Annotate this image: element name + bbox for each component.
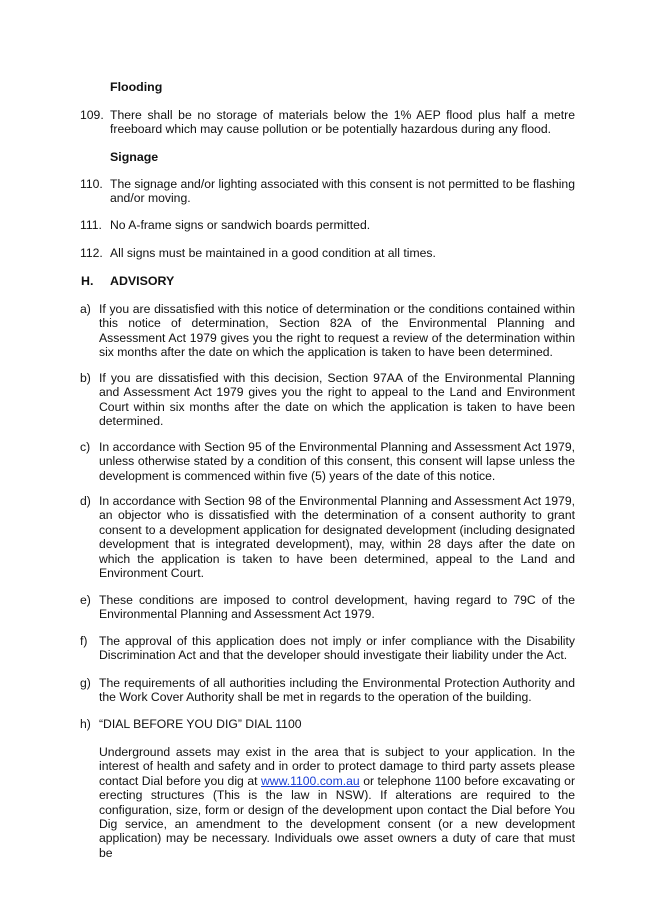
advisory-letter: e) (80, 593, 91, 607)
advisory-text: The approval of this application does not imply or infer compliance with the Disability Discrimination Act and that the developer should investigate their liability under the Act. (99, 634, 575, 663)
advisory-item-f (80, 634, 575, 663)
dial-before-you-dig-paragraph (99, 745, 575, 860)
advisory-text: If you are dissatisfied with this decision, Section 97AA of the Environmental Planning and Assessment Act 1979 gives you the right to appeal to the Land and Environment Court within six months after the date on which the application is taken to have been determined. (99, 371, 575, 429)
heading-flooding: Flooding (110, 80, 163, 94)
heading-advisory (81, 274, 174, 288)
advisory-item-h (80, 717, 575, 731)
condition-number: 112. (80, 246, 103, 260)
advisory-item-e (80, 593, 575, 622)
heading-signage: Signage (110, 150, 159, 164)
condition-number: 109. (80, 108, 104, 122)
condition-111 (80, 218, 575, 232)
advisory-letter: g) (80, 676, 91, 690)
dial-before-you-dig-link[interactable]: www.1100.com.au (261, 773, 360, 788)
advisory-item-d (80, 494, 575, 580)
advisory-letter: f) (80, 634, 88, 648)
advisory-letter: b) (80, 371, 91, 385)
condition-text: No A-frame signs or sandwich boards permitted. (110, 218, 371, 232)
condition-text: The signage and/or lighting associated with this consent is not permitted to be flashing and/or moving. (110, 177, 575, 206)
advisory-text: “DIAL BEFORE YOU DIG” DIAL 1100 (99, 717, 302, 731)
condition-110 (80, 177, 575, 206)
advisory-item-g (80, 676, 575, 705)
condition-112 (80, 246, 575, 260)
section-title: ADVISORY (110, 274, 175, 288)
condition-109 (80, 108, 575, 137)
advisory-text: In accordance with Section 95 of the Environmental Planning and Assessment Act 1979, unless otherwise stated by a condition of this consent, this consent will lapse unless the development is commenced within five (5) years of the date of this notice. (99, 440, 575, 483)
advisory-letter: h) (80, 717, 91, 731)
condition-number: 111. (80, 218, 102, 232)
condition-text: All signs must be maintained in a good condition at all times. (110, 246, 436, 260)
dial-text-after-link: or telephone 1100 before excavating or erecting structures (This is the law in NSW). If alterations are required to the configuration, size, form or design of the development upon contact the Dial before You Dig service, an amendment to the development consent (or a new development application) may be necessary. Individuals owe asset owners a duty of care that must be (99, 773, 575, 860)
advisory-text: The requirements of all authorities including the Environmental Protection Authority and the Work Cover Authority shall be met in regards to the operation of the building. (99, 676, 575, 705)
section-number: H. (81, 274, 94, 288)
condition-text: There shall be no storage of materials below the 1% AEP flood plus half a metre freeboard which may cause pollution or be potentially hazardous during any flood. (110, 108, 575, 137)
condition-number: 110. (80, 177, 103, 191)
advisory-letter: d) (80, 494, 91, 508)
advisory-item-b (80, 371, 575, 429)
advisory-item-a (80, 302, 575, 360)
advisory-item-c (80, 440, 575, 483)
advisory-letter: c) (80, 440, 91, 454)
advisory-text: These conditions are imposed to control development, having regard to 79C of the Environmental Planning and Assessment Act 1979. (99, 593, 575, 622)
advisory-text: If you are dissatisfied with this notice of determination or the conditions contained within this notice of determination, Section 82A of the Environmental Planning and Assessment Act 1979 gives you the right to request a review of the determination within six months after the date on which the application is taken to have been determined. (99, 302, 575, 360)
dial-text-before-link: Underground assets may exist in the area that is subject to your application. In the interest of health and safety and in order to protect damage to third party assets please contact Dial before you dig at (99, 745, 575, 788)
advisory-text: In accordance with Section 98 of the Environmental Planning and Assessment Act 1979, an objector who is dissatisfied with the determination of a consent authority to grant consent to a development application for designated development (including designated development that is integrated development), may, within 28 days after the date on which the application is taken to have been determined, appeal to the Land and Environment Court. (99, 494, 575, 581)
advisory-letter: a) (80, 302, 91, 316)
